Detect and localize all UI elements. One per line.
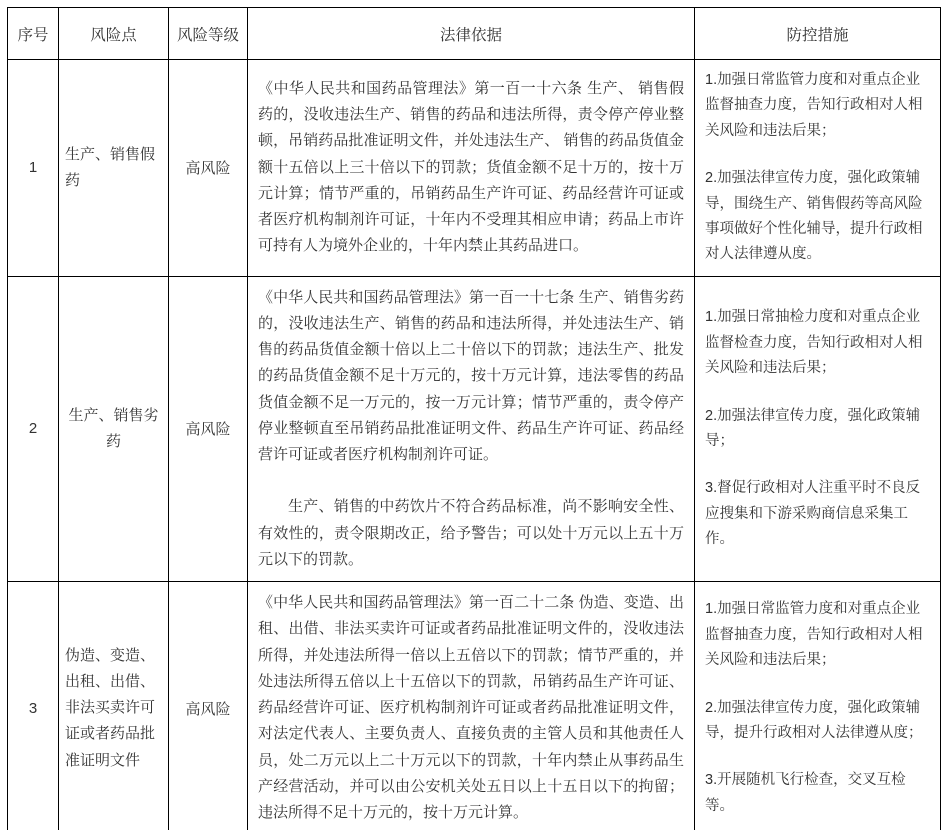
paragraph: 3.督促行政相对人注重平时不良反应搜集和下游采购商信息采集工作。 (705, 480, 921, 547)
risk-point: 生产、销售劣药 (59, 276, 169, 582)
paragraph: 1.加强日常抽检力度和对重点企业监督检查力度，告知行政相对人相关风险和违法后果； (705, 309, 923, 377)
paragraph: 3.开展随机飞行检查，交叉互检等。 (705, 772, 906, 814)
control-measures (695, 582, 941, 830)
legal-basis (248, 276, 695, 582)
table-row (8, 276, 941, 582)
header-cell-measures: 防控措施 (695, 8, 941, 60)
header-cell-risk-level: 风险等级 (169, 8, 248, 60)
header-cell-legal-basis: 法律依据 (248, 8, 695, 60)
row-number: 3 (8, 582, 59, 830)
risk-point: 伪造、变造、出租、出借、非法买卖许可证或者药品批准证明文件 (59, 582, 169, 830)
header-row (8, 8, 941, 60)
risk-level: 高风险 (169, 60, 248, 277)
table-row (8, 582, 941, 830)
paragraph: 《中华人民共和国药品管理法》第一百一十六条 生产、 销售假药的，没收违法生产、销售的药品和违法所得，责令停产停业整顿，吊销药品批准证明文件，并处违法生产、 销售的药品货值金额十五倍以上三十倍以下的罚款；货值金额不足十万的，按十万元计算；情节严重的，吊销药品生产许可证、药品经营许可证或者医疗机构制剂许可证，十年内不受理其相应申请；药品上市许可持有人为境外企业的，十年内禁止其药品进口。 (258, 79, 684, 255)
control-measures (695, 276, 941, 582)
legal-basis (248, 60, 695, 277)
legal-basis (248, 582, 695, 830)
header-cell-no: 序号 (8, 8, 59, 60)
risk-table (7, 7, 941, 830)
risk-point: 生产、销售假药 (59, 60, 169, 277)
header-cell-risk-point: 风险点 (59, 8, 169, 60)
paragraph: 《中华人民共和国药品管理法》第一百一十七条 生产、销售劣药的，没收违法生产、销售的药品和违法所得，并处违法生产、销售的药品货值金额十倍以上二十倍以下的罚款；违法生产、批发的药品货值金额不足十万元的，按十万元计算，违法零售的药品货值金额不足一万元的，按一万元计算；情节严重的，责令停产停业整顿直至吊销药品批准证明文件、药品生产许可证、药品经营许可证或者医疗机构制剂许可证。 (258, 288, 684, 464)
control-measures (695, 60, 941, 277)
row-number: 2 (8, 276, 59, 582)
paragraph: 2.加强法律宣传力度，强化政策辅导，围绕生产、销售假药等高风险事项做好个性化辅导，提升行政相对人法律遵从度。 (705, 170, 923, 263)
risk-level: 高风险 (169, 582, 248, 830)
table-row (8, 60, 941, 277)
paragraph: 1.加强日常监管力度和对重点企业监督抽查力度，告知行政相对人相关风险和违法后果； (705, 601, 923, 669)
paragraph: 2.加强法律宣传力度，强化政策辅导，提升行政相对人法律遵从度； (705, 699, 923, 741)
paragraph: 2.加强法律宣传力度，强化政策辅导； (705, 407, 921, 449)
paragraph: 1.加强日常监管力度和对重点企业监督抽查力度，告知行政相对人相关风险和违法后果； (705, 72, 923, 139)
paragraph: 《中华人民共和国药品管理法》第一百二十二条 伪造、变造、出租、出借、非法买卖许可证或者药品批准证明文件的，没收违法所得，并处违法所得一倍以上五倍以下的罚款；情节严重的，并处违法所得五倍以上十五倍以下的罚款，吊销药品生产许可证、药品经营许可证、医疗机构制剂许可证或者药品批准证明文件，对法定代表人、主要负责人、直接负责的主管人员和其他责任人员，处二万元以上二十万元以下的罚款，十年内禁止从事药品生产经营活动，并可以由公安机关处五日以上十五日以下的拘留；违法所得不足十万元的，按十万元计算。 (258, 594, 684, 822)
row-number: 1 (8, 60, 59, 277)
risk-level: 高风险 (169, 276, 248, 582)
paragraph: 生产、销售的中药饮片不符合药品标准，尚不影响安全性、有效性的，责令限期改正，给予警告；可以处十万元以上五十万元以下的罚款。 (258, 498, 684, 568)
